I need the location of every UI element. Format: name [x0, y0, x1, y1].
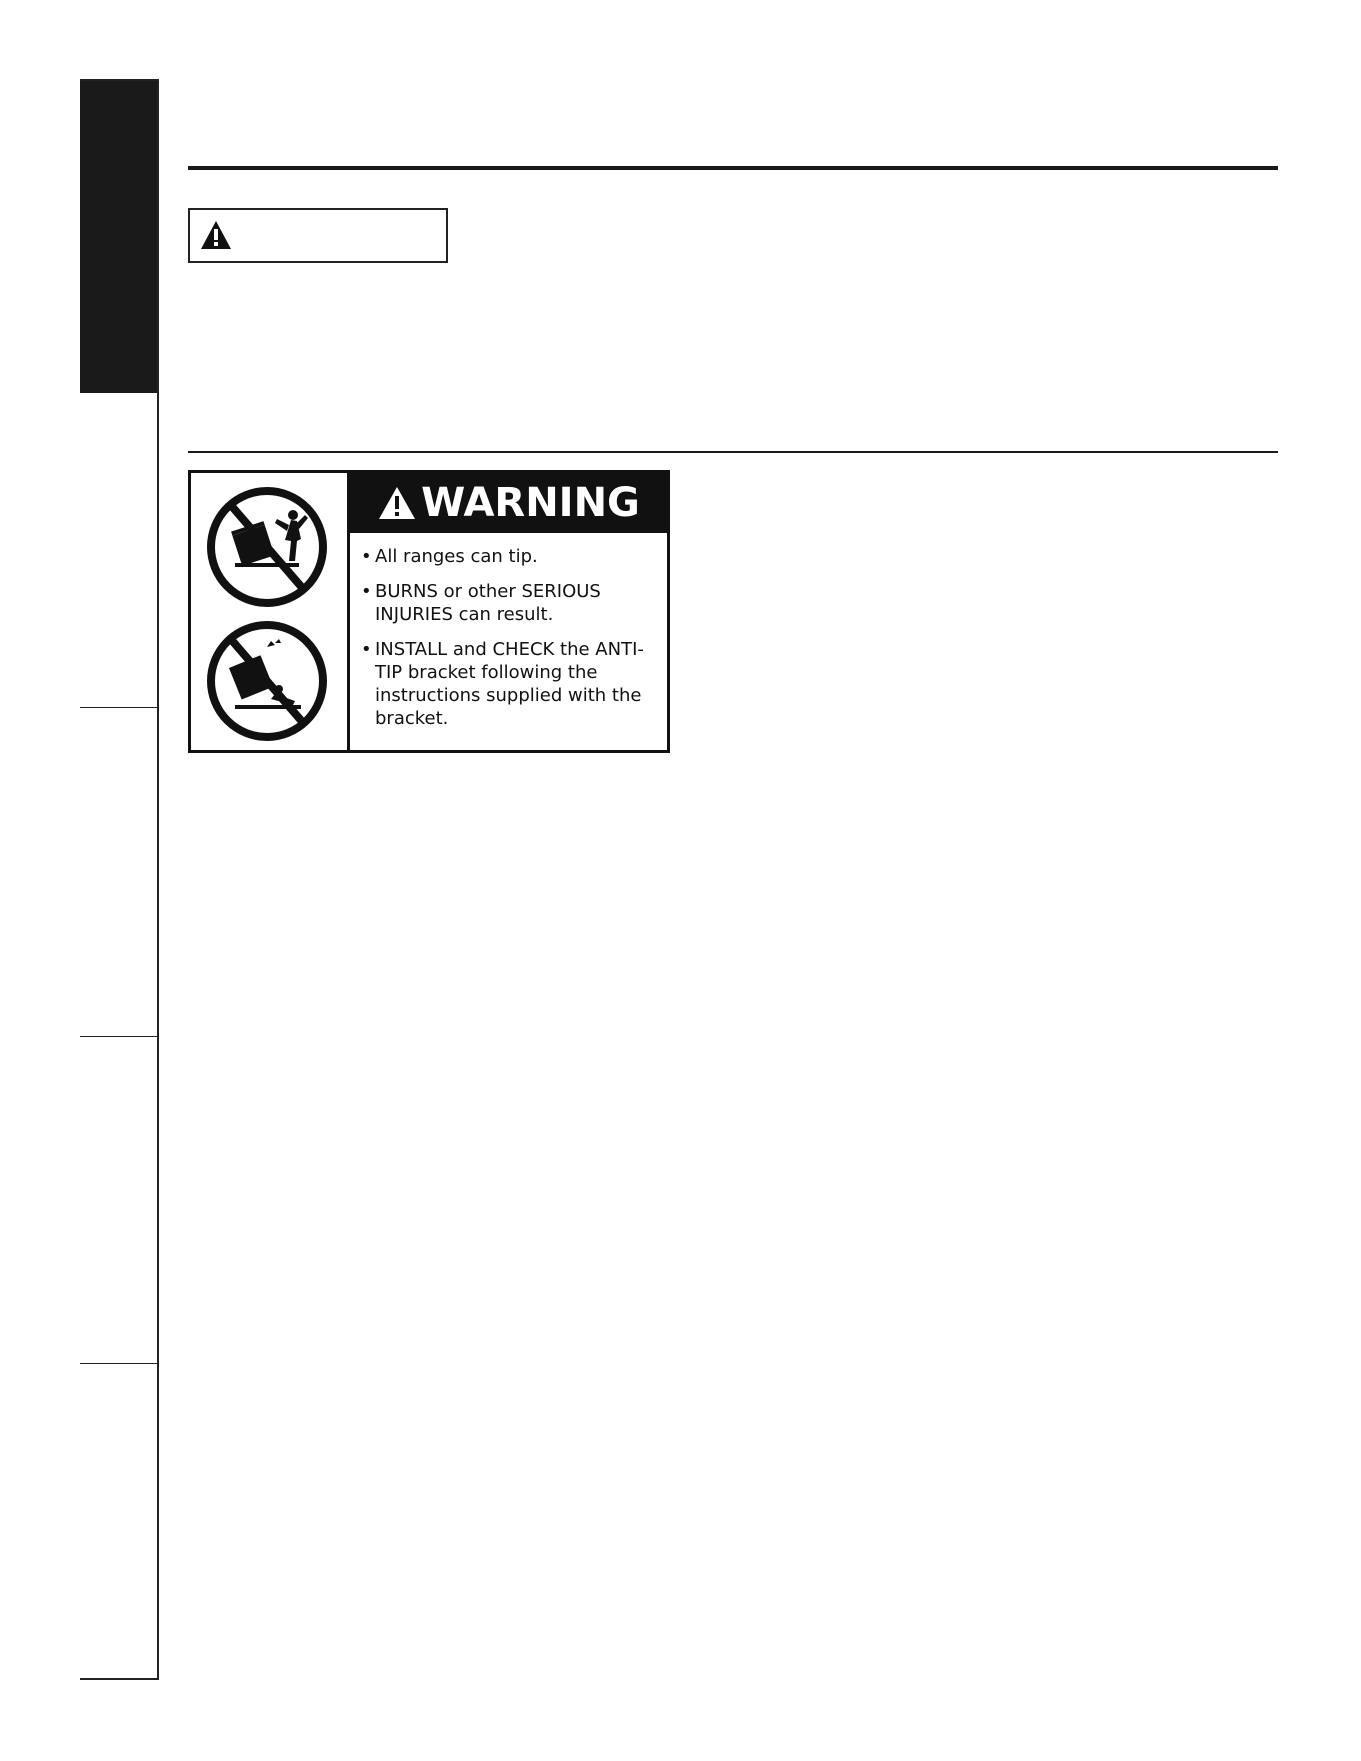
warning-heading: WARNING — [421, 480, 640, 526]
warning-header — [350, 473, 667, 533]
warning-item: • All ranges can tip. — [361, 545, 661, 568]
side-tab-3[interactable] — [80, 707, 157, 1036]
no-tipping-range-fall-icon — [205, 619, 329, 743]
caution-box — [188, 208, 448, 263]
side-tab-active[interactable] — [80, 81, 157, 393]
side-tab-2[interactable] — [80, 393, 157, 707]
section-rule-top — [188, 166, 1278, 170]
side-tab-5[interactable] — [80, 1363, 157, 1680]
warning-list — [361, 545, 661, 742]
warning-item: • BURNS or other SERIOUS INJURIES can result. — [361, 580, 661, 626]
warning-icon-panel — [191, 473, 350, 750]
no-tipping-range-climb-icon — [205, 485, 329, 609]
warning-triangle-icon — [200, 220, 232, 250]
side-tab-4[interactable] — [80, 1036, 157, 1363]
warning-item: • INSTALL and CHECK the ANTI-TIP bracket following the instructions supplied with the bracket. — [361, 638, 661, 730]
section-rule-middle — [188, 451, 1278, 453]
anti-tip-warning-label — [188, 470, 670, 753]
side-tab-column — [80, 79, 159, 1680]
warning-triangle-icon — [377, 485, 417, 521]
